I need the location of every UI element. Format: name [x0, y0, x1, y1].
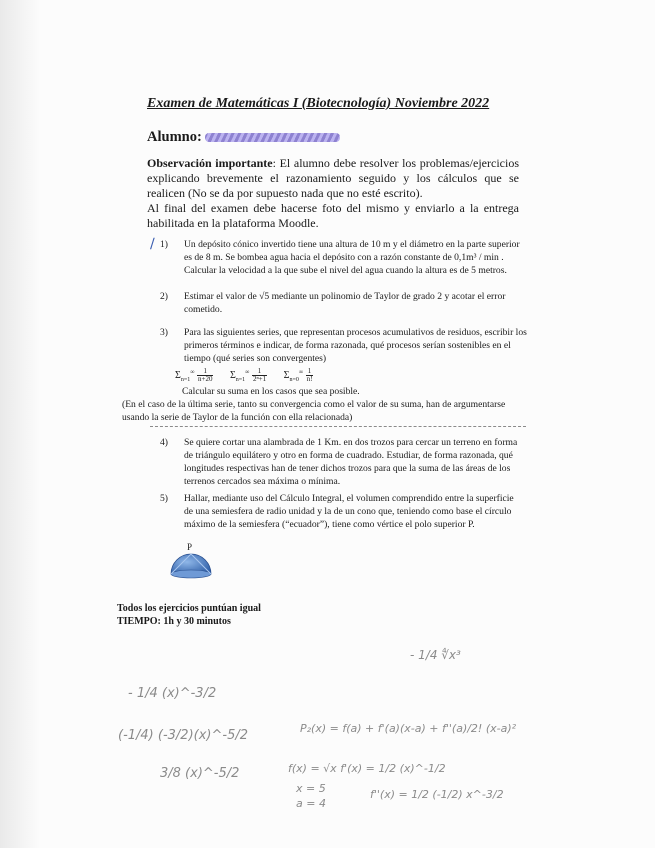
exam-footer: [117, 602, 261, 628]
series-formulas: [175, 368, 327, 383]
series-3: $\Sigma_{n=0}^\infty$ $\frac{1}{n!}$: [283, 367, 313, 383]
pole-label: P: [187, 542, 193, 552]
handwritten-note-4: 3/8 (x)^-5/2: [160, 766, 240, 781]
hemisphere-cone-figure: [168, 540, 214, 580]
handwritten-note-5: P₂(x) = f(a) + f'(a)(x-a) + f''(a)/2! (x-a)²: [300, 722, 517, 735]
problem-text: Para las siguientes series, que representan procesos acumulativos de residuos, escribir los primeros términos e indicar, de forma razonada, qué procesos serían sostenibles en el tiempo (qué series son convergentes): [184, 327, 527, 364]
handwritten-note-1: - 1/4 ∜x³: [410, 648, 461, 662]
observation-text: : El alumno debe resolver los problemas/ejercicios explicando brevemente el razonamiento seguido y los cálculos que se realicen (No se da por supuesto nada que no esté escrito).: [147, 156, 519, 200]
footer-line-1: Todos los ejercicios puntúan igual: [117, 603, 261, 614]
problem-number: 3): [160, 327, 168, 338]
exam-title: Examen de Matemáticas I (Biotecnología) Noviembre 2022: [147, 96, 490, 111]
handwritten-note-9: f''(x) = 1/2 (-1/2) x^-3/2: [370, 788, 504, 801]
handwritten-note-8: a = 4: [296, 797, 326, 810]
problem-number: 5): [160, 493, 168, 504]
observation-block: [147, 156, 519, 231]
footer-line-2: TIEMPO: 1h y 30 minutos: [117, 616, 231, 627]
handwritten-note-7: x = 5: [296, 782, 326, 795]
observation-heading: Observación importante: [147, 156, 273, 170]
page-fold-line: [150, 426, 526, 427]
handwritten-note-3: (-1/4) (-3/2)(x)^-5/2: [118, 728, 248, 743]
equator-ellipse: [171, 570, 211, 578]
problem-text: Estimar el valor de √5 mediante un polinomio de Taylor de grado 2 y acotar el error cometido.: [184, 291, 506, 315]
handwritten-note-6: f(x) = √x f'(x) = 1/2 (x)^-1/2: [288, 762, 446, 775]
problem-text: Un depósito cónico invertido tiene una altura de 10 m y el diámetro en la parte superior es de 8 m. Se bombea agua hacia el depósito con a razón constante de 0,1m³ / min . Calcular la velocidad a la que sube el nivel del agua cuando la altura es de 5 metros.: [184, 239, 520, 276]
student-line: [147, 129, 340, 146]
handwritten-note-2: - 1/4 (x)^-3/2: [128, 686, 217, 701]
check-mark-icon: ∕: [150, 236, 155, 252]
problem-text: Se quiere cortar una alambrada de 1 Km. en dos trozos para cercar un terreno en forma de triángulo equilátero y otro en forma de cuadrado. Estudiar, de forma razonada, qué longitudes respectivas han de tener dichos trozos para que la suma de las áreas de los terrenos cercados sea máxima o mínima.: [184, 437, 518, 487]
series-1: $\Sigma_{n=1}^\infty$ $\frac{1}{n+20}$: [175, 367, 213, 383]
problem-number: 1): [160, 239, 168, 250]
series-2: $\Sigma_{n=1}^\infty$ $\frac{1}{\text{2ⁿ+1}}$: [229, 367, 267, 383]
series-note: (En el caso de la última serie, tanto su convergencia como el valor de su suma, han de argumentarse usando la serie de Taylor de la función con ella relacionada): [122, 399, 506, 423]
problem-number: 4): [160, 437, 168, 448]
problem-text: Hallar, mediante uso del Cálculo Integral, el volumen comprendido entre la superficie de una semiesfera de radio unidad y la de un cono que, teniendo como base el círculo máximo de la semiesfera (“ecuador”), tiene como vértice el polo superior P.: [184, 493, 514, 530]
redacted-name-scribble: [205, 133, 340, 142]
scan-edge-shadow: [0, 0, 40, 848]
observation-text-2: Al final del examen debe hacerse foto del mismo y enviarlo a la entrega habilitada en la plataforma Moodle.: [147, 201, 519, 230]
problem-number: 2): [160, 291, 168, 302]
student-label: Alumno:: [147, 129, 202, 145]
series-calc: Calcular su suma en los casos que sea posible.: [182, 386, 360, 397]
